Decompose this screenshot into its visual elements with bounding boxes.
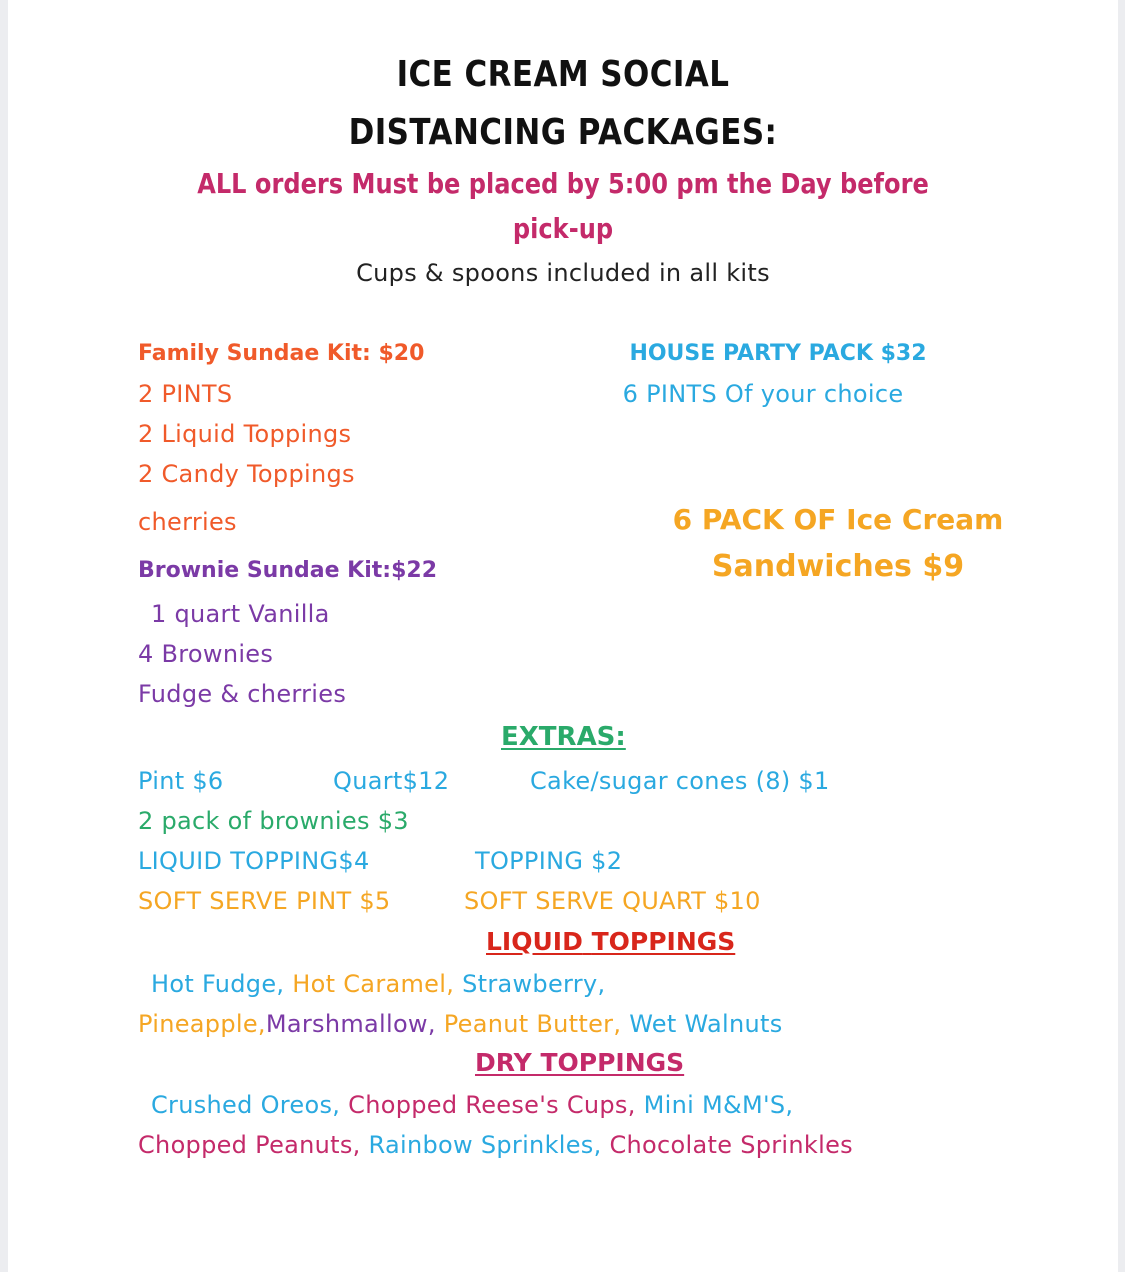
cups-note: Cups & spoons included in all kits [356, 259, 770, 287]
house-party-title: HOUSE PARTY PACK $32 [629, 341, 927, 366]
family-kit-item: cherries [138, 508, 237, 536]
liquid-toppings-title [486, 929, 735, 954]
dry-toppings-title: DRY TOPPINGS [475, 1048, 685, 1077]
extras-liquid-topping: LIQUID TOPPING$4 [138, 847, 370, 875]
liquid-toppings-line-2 [138, 1012, 783, 1036]
topping-chopped-peanuts: Chopped Peanuts, [138, 1131, 361, 1159]
extras-brownies: 2 pack of brownies $3 [138, 807, 409, 835]
topping-hot-fudge: Hot Fudge, [151, 970, 285, 998]
brownie-kit-title: Brownie Sundae Kit:$22 [138, 558, 438, 583]
topping-mini-mms: Mini M&M'S, [643, 1091, 794, 1119]
toppings-title-word: TOPPINGS [591, 927, 736, 956]
family-kit-item: 2 Liquid Toppings [138, 420, 352, 448]
topping-strawberry: Strawberry, [462, 970, 606, 998]
title-line-2: DISTANCING PACKAGES: [348, 112, 778, 153]
brownie-kit-item: 4 Brownies [138, 640, 274, 668]
dry-toppings-line-1 [151, 1093, 793, 1117]
brownie-kit-item: 1 quart Vanilla [151, 600, 330, 628]
extras-title: EXTRAS: [501, 722, 626, 752]
extras-topping: TOPPING $2 [475, 847, 623, 875]
family-kit-title: Family Sundae Kit: $20 [138, 341, 425, 366]
topping-chopped-reeses: Chopped Reese's Cups, [348, 1091, 636, 1119]
topping-hot-caramel: Hot Caramel, [292, 970, 455, 998]
sandwiches-line-1: 6 PACK OF Ice Cream [672, 503, 1004, 536]
extras-cones: Cake/sugar cones (8) $1 [530, 767, 830, 795]
extras-soft-pint: SOFT SERVE PINT $5 [138, 887, 391, 915]
topping-peanut-butter: Peanut Butter, [443, 1010, 622, 1038]
family-kit-item: 2 Candy Toppings [138, 460, 355, 488]
flyer-page [8, 0, 1118, 1272]
liquid-toppings-line-1 [151, 972, 605, 996]
deadline-line-2: pick-up [512, 212, 614, 245]
liquid-title-word: LIQUID [486, 927, 583, 956]
topping-crushed-oreos: Crushed Oreos, [151, 1091, 341, 1119]
extras-soft-quart: SOFT SERVE QUART $10 [464, 887, 761, 915]
brownie-kit-item: Fudge & cherries [138, 680, 347, 708]
topping-wet-walnuts: Wet Walnuts [629, 1010, 783, 1038]
dry-toppings-line-2 [138, 1133, 853, 1157]
title-line-1: ICE CREAM SOCIAL [396, 54, 730, 95]
topping-rainbow-sprinkles: Rainbow Sprinkles, [368, 1131, 602, 1159]
topping-pineapple: Pineapple, [138, 1010, 266, 1038]
extras-quart: Quart$12 [333, 767, 450, 795]
topping-chocolate-sprinkles: Chocolate Sprinkles [609, 1131, 853, 1159]
topping-marshmallow: Marshmallow, [265, 1010, 436, 1038]
extras-pint: Pint $6 [138, 767, 224, 795]
house-party-desc: 6 PINTS Of your choice [622, 380, 904, 408]
family-kit-item: 2 PINTS [138, 380, 233, 408]
sandwiches-line-2: Sandwiches $9 [711, 549, 965, 584]
deadline-line-1: ALL orders Must be placed by 5:00 pm the Day before [197, 167, 929, 200]
